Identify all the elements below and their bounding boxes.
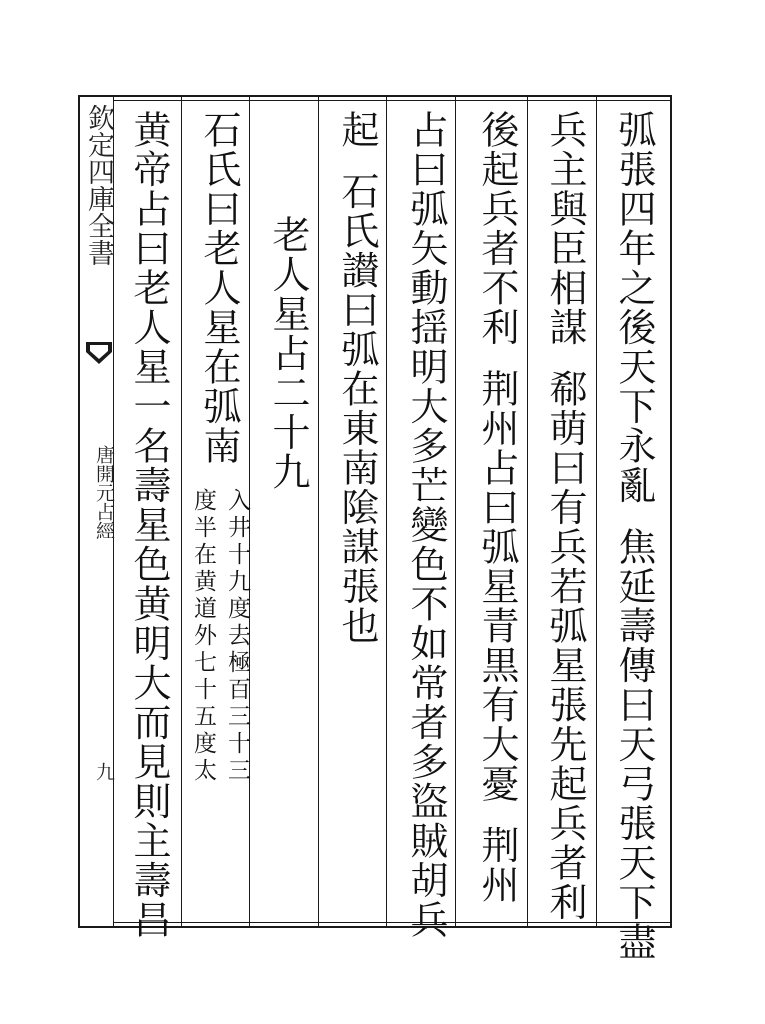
book-title: 欽定四庫全書 [83, 104, 114, 266]
text-column-1 [613, 110, 655, 962]
inner-top-rule [113, 100, 672, 101]
column-text: 焦延壽傳曰天弓張天下盡 [612, 527, 656, 962]
text-column-4 [405, 110, 447, 940]
page-number: 九 [93, 762, 115, 781]
column-text: 荆州占曰弧星青黒有大憂 [475, 369, 519, 804]
volume-title: 唐開元占經 [93, 445, 115, 540]
inner-bottom-rule [113, 922, 672, 923]
text-column-7 [198, 110, 240, 466]
text-column-2 [544, 110, 586, 922]
column-text: 兵主與臣相謀 [543, 110, 587, 347]
column-text: 黄帝占曰老人星一名壽星色黄明大而見則主壽昌 [127, 110, 171, 940]
text-column-3 [476, 110, 518, 905]
annotation-line-1: 入井十九度去極百三十三 [224, 488, 250, 785]
column-text: 後起兵者不利 [475, 110, 519, 347]
section-heading [267, 215, 309, 492]
column-divider [596, 95, 597, 928]
column-text: 郗萌曰有兵若弧星張先起兵者利 [543, 369, 587, 922]
column-text: 石氏曰老人星在弧南 [197, 110, 241, 466]
heading-text: 老人星占二十九 [266, 215, 310, 492]
column-divider [318, 95, 319, 928]
column-divider [386, 95, 387, 928]
fish-tail-ornament [84, 340, 114, 366]
text-column-5 [336, 110, 378, 646]
column-text: 占曰弧矢動揺明大多芒變色不如常者多盜賊胡兵 [404, 110, 448, 940]
column-text: 荆州 [475, 825, 519, 905]
column-divider [527, 95, 528, 928]
column-divider [455, 95, 456, 928]
column-text: 起 [335, 110, 379, 150]
column-text: 石氏讃曰弧在東南隂謀張也 [335, 171, 379, 646]
column-divider [181, 95, 182, 928]
column-text: 弧張四年之後天下永亂 [612, 110, 656, 505]
text-column-8 [128, 110, 170, 940]
annotation-line-2: 度半在黄道外七十五度太 [190, 488, 216, 785]
